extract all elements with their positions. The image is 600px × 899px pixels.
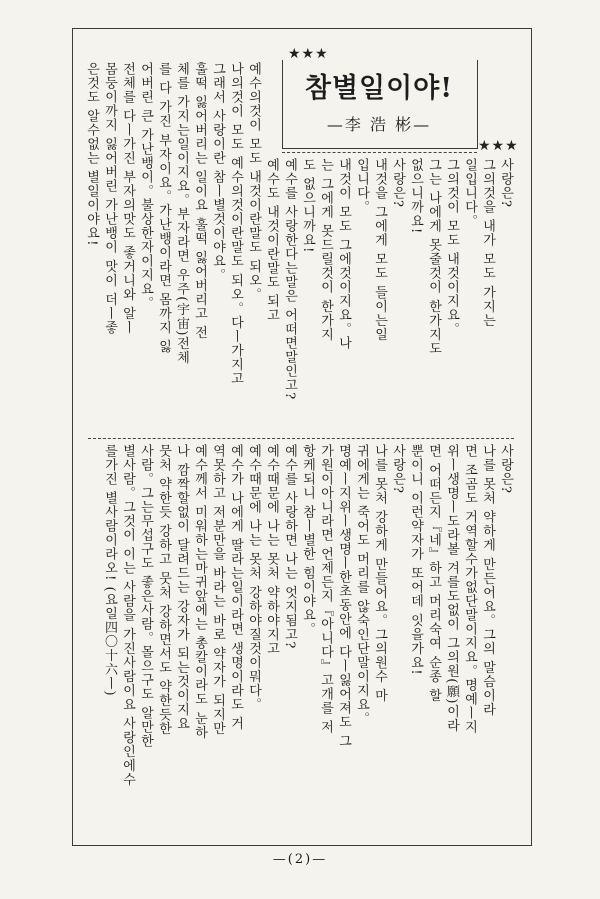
text-column: 예수를 사랑한다는말은 어떠면말인고? [282,158,297,401]
text-column: 면 조곰도 거역할수가없단말이지요。명예ㅣ지 [462,444,477,735]
text-column: 내것이 모도 그에것이지요。나 [336,158,351,351]
text-column: 예수가 나에게 딸라는일이라면 생명이라도 거 [228,444,243,731]
text-column: 를가진 별사람이라오! (요일四〇十六ㅣ) [102,444,117,697]
text-column: 훌떡 잃어버리는 일이요 훌떡 잃어버리고 전 [192,62,207,340]
text-column: 없으니까요! [408,158,423,235]
text-column: 내것을 그에게 모도 들이는일 [372,158,387,342]
text-column: 은것도 알수없는 별일이야요! [84,62,99,247]
text-column: 몸둥이까지 잃어버린 가난뱅이 맛이 더ㅣ좋 [102,62,117,335]
stars-ornament-top: ★★★ [288,46,329,62]
section-divider [88,438,514,439]
text-column: 귀에게는 죽어도 머리를 않숙인단말이지요。 [354,444,369,726]
text-column: 는 그에게 못드릴것이 한가지 [318,158,333,342]
text-column: 위ㅣ생명ㅣ도라볼 겨를도없이 그의원(願)이라 [444,444,459,733]
text-column: 면 어떠든지『네』하고 머리숙여 순종 할 [426,444,441,703]
text-column: 예수때문에 나는 못처 강하야질것이뭐다。 [246,444,261,712]
text-column: 명예ㅣ지위ㅣ생명ㅣ한초동안에 다ㅣ잃어져도 그 [336,444,351,749]
text-column: 나 깜짝할없이 달려드는 강자가 되는것이지요 [174,444,189,731]
text-column: 사랑은? [390,444,405,494]
text-column: 어버린 큰 가난뱅이。불상한자이지요。 [138,62,153,311]
text-column: 그의것이 모도 내것이지요。 [444,158,459,337]
text-column: 그의것을 내가 모도 가지는 [480,158,495,328]
stars-ornament-bottom: ★★★ [478,138,519,154]
text-column: 그는 나에게 못줄것이 한가지도 [426,158,441,356]
text-column: 나의것이 모도 예수의것이란말도 되오。다ㅣ가지고 [228,62,243,386]
text-column: 사랑은? [390,158,405,208]
text-column: 가원이아니라면 언제든지『아니다』고개를 저 [318,444,333,735]
text-column: 체를 가지는일이지요。부자라면 우주(宇宙)전체 [174,62,189,365]
text-column: 사랑은? [498,158,513,208]
text-column: 예수께서 미워하는마귀앞에는 총칼이라도 눈하 [192,444,207,740]
text-column: 도 없으니까요! [300,158,315,254]
text-column: 나를 못처 강하게 만들어요。그의원수 마 [372,444,387,703]
text-column: 항케되니 참ㅣ별한 힘이야요。 [300,444,315,637]
text-column: 예수를 사랑하면 나는 엇지됨고? [282,444,297,650]
article-title: 참별일이야! [304,73,454,104]
text-column: 역못하고 저분만을 바라는 바로 약자가 되지만 [210,444,225,736]
text-column: 예수때문에 나는 못처 약하야지고 [264,444,279,656]
title-divider [282,152,477,153]
text-column: 전체를 다ㅣ가진 부자의맛도 좋거니와 알ㅣ [120,62,135,335]
page-number: —(2)— [272,852,328,867]
text-column: 사람。그는무섭구도 좋은사람。몰으구도 알만한 [138,444,153,749]
text-column: 나를 못처 약하게 만든어요。그의 말슴이라 [480,444,495,717]
text-column: 사랑은? [498,444,513,494]
text-column: 입니다。 [354,158,369,214]
text-column: 그래서 사랑이란 참ㅣ별것이야요。 [210,62,225,283]
text-column: 별사람。그것이 이는 사람을 가진사람이요 사랑인에수 [120,444,135,787]
article-author: —李 浩 彬— [326,115,432,134]
text-column: 예수도 내것이란말도 되고 [264,158,279,323]
text-column: 를 다 가진 부자이요。가난뱅이라면 몸까지 잃 [156,62,171,354]
text-column: 뿐이니 이런약자가 또어데 잇을가요! [408,444,423,676]
text-column: 예수의것이 모도 내것이란말도 되오。 [246,62,261,302]
text-column: 뭇처 약한듯 강하고 뭇처 강하면서도 약한듯한 [156,444,171,736]
text-column: 일입니다。 [462,158,477,228]
